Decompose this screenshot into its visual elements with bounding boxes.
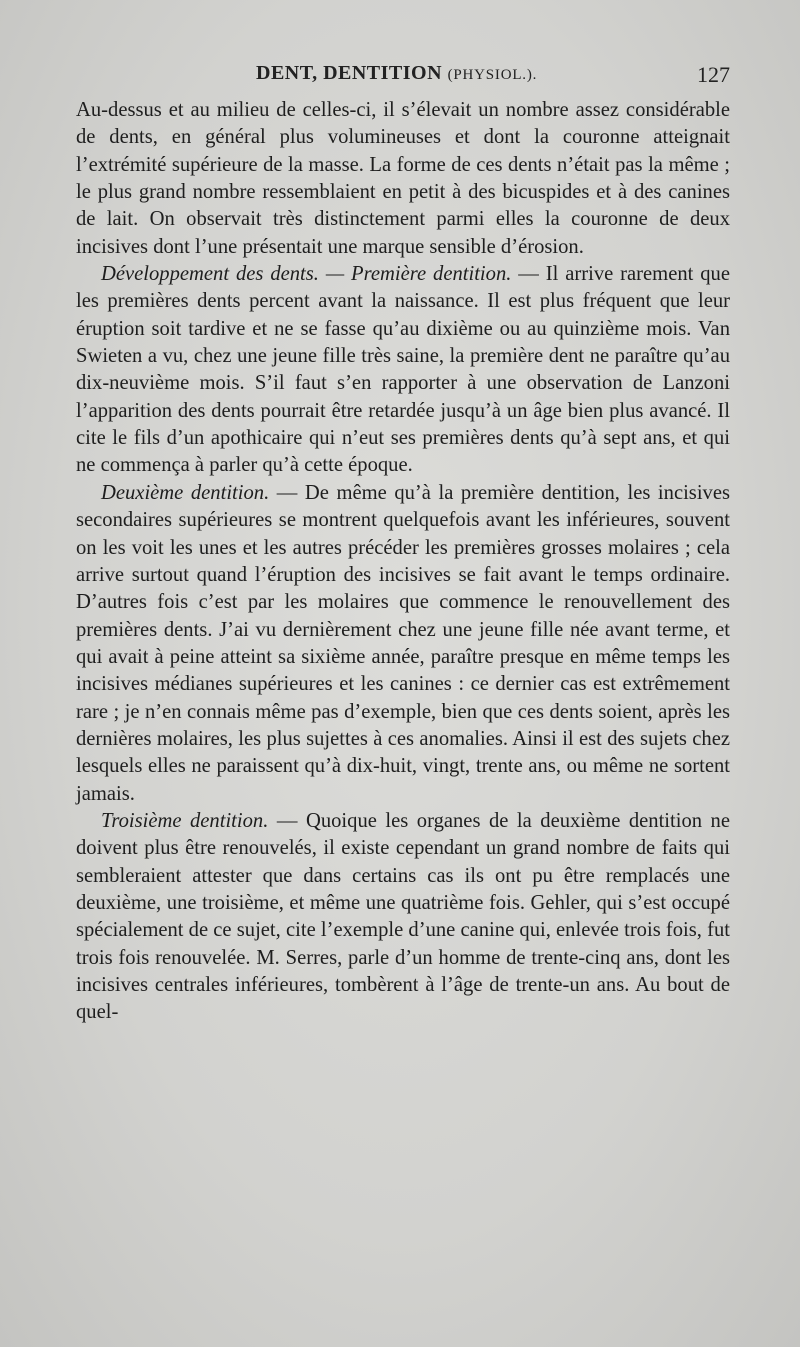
section-heading: Troisième dentition.: [101, 809, 269, 832]
paragraph-body: — Il arrive rarement que les premières dents percent avant la naissance. Il est plus fréquent que leur éruption soit tardive et ne se fasse qu’au dixième ou au quinzième mois. Van Swieten a vu, chez une jeune fille très saine, la première dent ne paraître qu’au dix-neuvième mois. S’il faut s’en rapporter à une observation de Lanzoni l’apparition des dents pourrait être retardée jusqu’à un âge bien plus avancé. Il cite le fils d’un apothicaire qui n’eut ses premières dents qu’à sept ans, et qui ne commença à parler qu’à cette époque.: [76, 263, 730, 477]
running-head: [256, 62, 537, 85]
paragraph-premiere-dentition: [76, 261, 730, 480]
running-head-title: DENT, DENTITION: [256, 62, 443, 84]
page-number: 127: [697, 62, 730, 87]
page-header: [78, 62, 730, 92]
paragraph-body: Au-dessus et au milieu de celles-ci, il s’élevait un nombre assez considérable de dents, en général plus volumineuses et dont la couronne atteignait l’extrémité supérieure de la masse. La forme de ces dents n’était pas la même ; le plus grand nombre ressemblaient en petit à des bicuspides et à des canines de lait. On observait très distinctement parmi elles la couronne de deux incisives dont l’une présentait une marque sensible d’érosion.: [76, 99, 730, 258]
paragraph-body: — De même qu’à la première dentition, les incisives secondaires supérieures se montrent quelquefois avant les inférieures, souvent on les voit les unes et les autres précéder les premières grosses molaires ; cela arrive surtout quand l’éruption des incisives se fait avant le temps ordinaire. D’autres fois c’est par les molaires que commence le renouvellement des premières dents. J’ai vu dernièrement chez une jeune fille née avant terme, et qui avait à peine atteint sa sixième année, paraître presque en même temps les incisives médianes supérieures et les canines : ce dernier cas est extrêmement rare ; je n’en connais même pas d’exemple, bien que ces dents soient, après les dernières molaires, les plus sujettes à ces anomalies. Ainsi il est des sujets chez lesquels elles ne paraissent qu’à dix-huit, vingt, trente ans, ou même ne sortent jamais.: [76, 481, 730, 805]
paragraph-body: — Quoique les organes de la deuxième dentition ne doivent plus être renouvelés, il existe cependant un grand nombre de faits qui sembleraient attester que dans certains cas ils ont pu être remplacés une deuxième, une troisième, et même une quatrième fois. Gehler, qui s’est occupé spécialement de ce sujet, cite l’exemple d’une canine qui, enlevée trois fois, fut trois fois renouvelée. M. Serres, parle d’un homme de trente-cinq ans, dont les incisives centrales inférieures, tombèrent à l’âge de trente-un ans. Au bout de quel-: [76, 809, 730, 1024]
paragraph-troisieme-dentition: [76, 808, 730, 1027]
paragraph-continuation: [76, 97, 730, 261]
body-text: [76, 97, 730, 1027]
section-heading: Développement des dents. — Première dentition.: [101, 263, 512, 286]
running-head-subtitle: (PHYSIOL.).: [447, 67, 538, 83]
paragraph-deuxieme-dentition: [76, 480, 730, 808]
section-heading: Deuxième dentition.: [101, 481, 270, 504]
